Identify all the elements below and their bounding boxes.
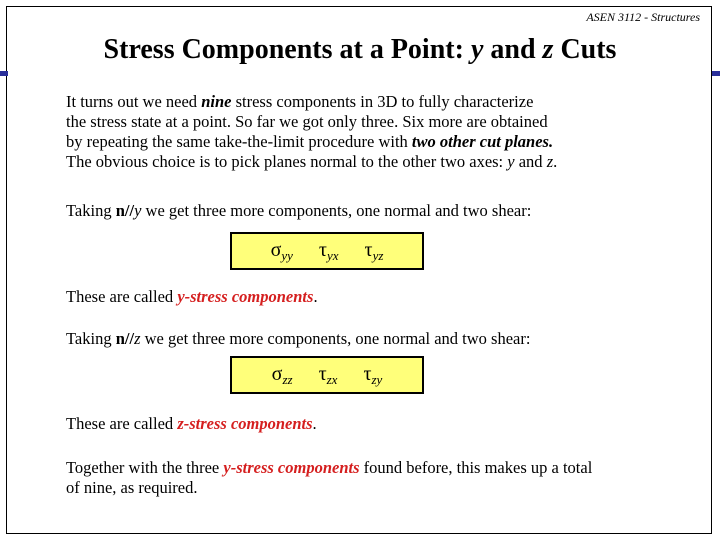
sigma-zz: $\sigma_{zz}$ (271, 362, 293, 387)
course-label: ASEN 3112 - Structures (586, 10, 700, 24)
intro-paragraph: It turns out we need nine stress components in 3D to fully characterize the stress state at a point. So far we got only three. Six more are obtained by repeating the same take-the-limit procedure with two other cut planes. The obvious choice is to pick planes normal to the other two axes: y and z. (66, 92, 558, 171)
summary-paragraph: Together with the three y-stress components found before, this makes up a total of nine, as required. (66, 458, 593, 497)
tau-yx: $\tau_{yx}$ (318, 238, 339, 263)
z-stress-caption: These are called z-stress components. (66, 414, 317, 433)
z-stress-box (230, 356, 424, 394)
tau-yz: $\tau_{yz}$ (364, 238, 384, 263)
tau-zy: $\tau_{zy}$ (363, 362, 383, 387)
z-cut-paragraph: Taking n//z we get three more components, one normal and two shear: (66, 329, 531, 348)
y-stress-caption: These are called y-stress components. (66, 287, 318, 306)
y-stress-box (230, 232, 424, 270)
right-rule-mark (712, 71, 720, 76)
tau-zx: $\tau_{zx}$ (318, 362, 338, 387)
page-title: Stress Components at a Point: y and z Cuts (103, 34, 617, 65)
left-rule-mark (0, 71, 8, 76)
y-cut-paragraph: Taking n//y we get three more components, one normal and two shear: (66, 201, 532, 220)
sigma-yy: $\sigma_{yy}$ (270, 238, 293, 263)
slide-frame (6, 6, 712, 534)
